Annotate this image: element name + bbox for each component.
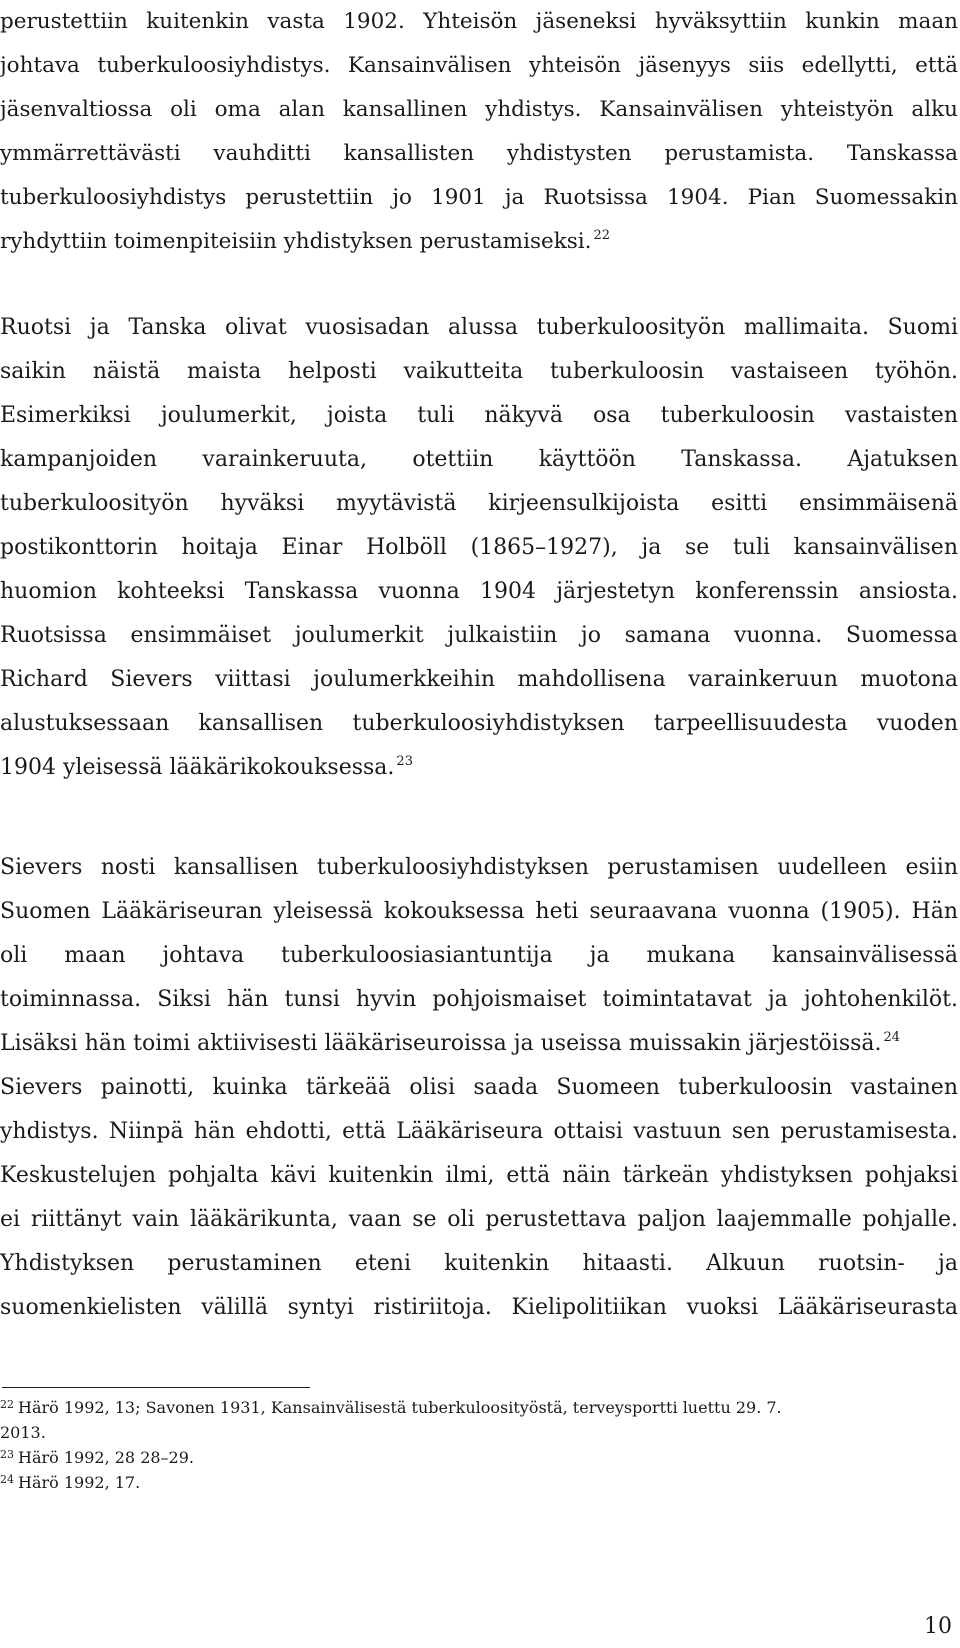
paragraph-line: toiminnassa. Siksi hän tunsi hyvin pohjoismaiset toimintatavat ja johtohenkilöt.	[0, 987, 958, 1012]
paragraph-line: yhdistys. Niinpä hän ehdotti, että Lääkäriseura ottaisi vastuun sen perustamisesta.	[0, 1119, 958, 1144]
footnote-number: 22	[0, 1398, 14, 1411]
paragraph-line: Richard Sievers viittasi joulumerkkeihin mahdollisena varainkeruun muotona	[0, 667, 958, 692]
footnote-number: 24	[0, 1473, 14, 1486]
paragraph-line: tuberkuloosityön hyväksi myytävistä kirjeensulkijoista esitti ensimmäisenä	[0, 491, 958, 516]
paragraph-line-text: ryhdyttiin toimenpiteisiin yhdistyksen perustamiseksi.	[0, 229, 592, 254]
footnote-reference[interactable]: 23	[396, 754, 413, 769]
paragraph-line: johtava tuberkuloosiyhdistys. Kansainvälisen yhteisön jäsenyys siis edellytti, että	[0, 53, 958, 78]
paragraph-line-text: Lisäksi hän toimi aktiivisesti lääkäriseuroissa ja useissa muissakin järjestöissä.	[0, 1031, 882, 1056]
paragraph-line: ei riittänyt vain lääkärikunta, vaan se oli perustettava paljon laajemmalle pohjalle.	[0, 1207, 958, 1232]
footnote-text: Härö 1992, 13; Savonen 1931, Kansainvälisestä tuberkuloosityöstä, terveysportti luettu 29. 7.	[18, 1398, 782, 1417]
paragraph-line: jäsenvaltiossa oli oma alan kansallinen yhdistys. Kansainvälisen yhteistyön alku	[0, 97, 958, 122]
paragraph-line: tuberkuloosiyhdistys perustettiin jo 1901 ja Ruotsissa 1904. Pian Suomessakin	[0, 185, 958, 210]
paragraph-line	[0, 1022, 958, 1066]
footnotes	[0, 1395, 958, 1495]
footnote-reference[interactable]: 24	[883, 1030, 901, 1045]
paragraph-line: Sievers painotti, kuinka tärkeää olisi saada Suomeen tuberkuloosin vastainen	[0, 1075, 958, 1100]
paragraph-3	[0, 846, 958, 1330]
paragraph-line: Ruotsissa ensimmäiset joulumerkit julkaistiin jo samana vuonna. Suomessa	[0, 623, 958, 648]
page-number: 10	[924, 1614, 952, 1639]
paragraph-line: Keskustelujen pohjalta kävi kuitenkin ilmi, että näin tärkeän yhdistyksen pohjaksi	[0, 1163, 958, 1188]
footnote-number: 23	[0, 1448, 14, 1461]
paragraph-line-text: 1904 yleisessä lääkärikokouksessa.	[0, 755, 395, 780]
paragraph-line: Ruotsi ja Tanska olivat vuosisadan alussa tuberkuloosityön mallimaita. Suomi	[0, 315, 958, 340]
footnote-separator	[2, 1387, 310, 1388]
paragraph-line: saikin näistä maista helposti vaikutteita tuberkuloosin vastaiseen työhön.	[0, 359, 958, 384]
paragraph-line: ymmärrettävästi vauhditti kansallisten yhdistysten perustamista. Tanskassa	[0, 141, 958, 166]
paragraph-line: huomion kohteeksi Tanskassa vuonna 1904 järjestetyn konferenssin ansiosta.	[0, 579, 958, 604]
footnote-text: Härö 1992, 28 28–29.	[18, 1448, 194, 1467]
paragraph-line: kampanjoiden varainkeruuta, otettiin käyttöön Tanskassa. Ajatuksen	[0, 447, 958, 472]
footnote-22	[0, 1395, 958, 1420]
paragraph-line: Sievers nosti kansallisen tuberkuloosiyhdistyksen perustamisen uudelleen esiin	[0, 855, 958, 880]
paragraph-line: oli maan johtava tuberkuloosiasiantuntija ja mukana kansainvälisessä	[0, 943, 958, 968]
paragraph-last-line	[0, 220, 958, 264]
paragraph-line: suomenkielisten välillä syntyi ristiriitoja. Kielipolitiikan vuoksi Lääkäriseurasta	[0, 1295, 958, 1320]
footnote-23	[0, 1445, 958, 1470]
paragraph-2	[0, 306, 958, 790]
paragraph-line: postikonttorin hoitaja Einar Holböll (1865–1927), ja se tuli kansainvälisen	[0, 535, 958, 560]
paragraph-line: Esimerkiksi joulumerkit, joista tuli näkyvä osa tuberkuloosin vastaisten	[0, 403, 958, 428]
footnote-24	[0, 1470, 958, 1495]
paragraph-1	[0, 0, 958, 264]
paragraph-line: alustuksessaan kansallisen tuberkuloosiyhdistyksen tarpeellisuudesta vuoden	[0, 711, 958, 736]
footnote-22-continuation: 2013.	[0, 1423, 46, 1442]
paragraph-line: perustettiin kuitenkin vasta 1902. Yhteisön jäseneksi hyväksyttiin kunkin maan	[0, 9, 958, 34]
paragraph-line: Suomen Lääkäriseuran yleisessä kokouksessa heti seuraavana vuonna (1905). Hän	[0, 899, 958, 924]
footnote-reference[interactable]: 22	[593, 228, 611, 243]
paragraph-last-line	[0, 746, 958, 790]
paragraph-line: Yhdistyksen perustaminen eteni kuitenkin hitaasti. Alkuun ruotsin- ja	[0, 1251, 958, 1276]
footnote-text: Härö 1992, 17.	[18, 1473, 141, 1492]
